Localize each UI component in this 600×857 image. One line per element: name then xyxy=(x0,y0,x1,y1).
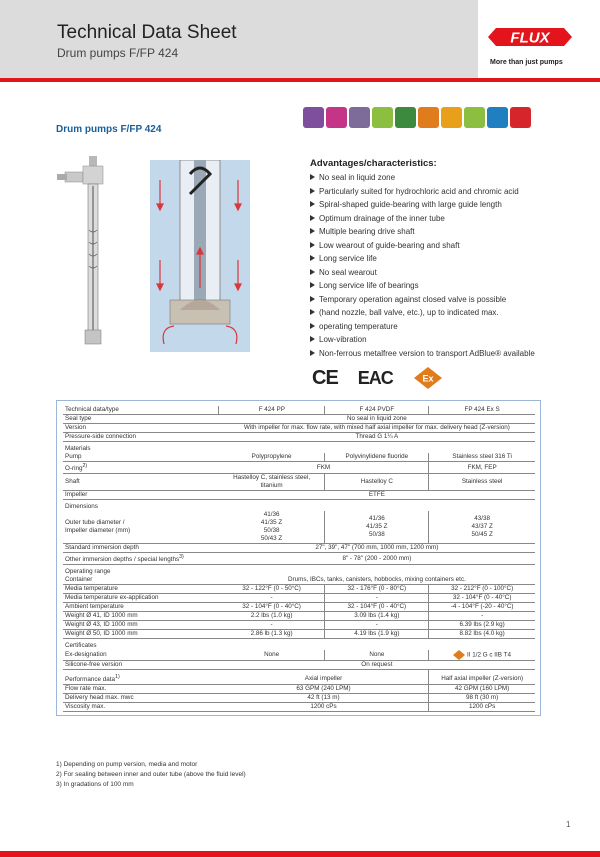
row-label: Standard immersion depth xyxy=(63,544,219,553)
advantage-continuation: operating temperature xyxy=(310,320,570,334)
ce-mark: CE xyxy=(312,366,338,389)
svg-text:Ex: Ex xyxy=(422,373,434,384)
row-label: Impeller xyxy=(63,491,219,500)
section-row xyxy=(63,565,535,577)
table-cell: Hastelloy C xyxy=(325,474,429,491)
page-title: Technical Data Sheet xyxy=(57,22,237,43)
row-label: Weight Ø 50, ID 1000 mm xyxy=(63,630,219,639)
advantage-item: Optimum drainage of the inner tube xyxy=(310,212,570,226)
row-label: Weight Ø 43, ID 1000 mm xyxy=(63,621,219,630)
table-row xyxy=(63,612,535,621)
flux-logo xyxy=(484,22,576,52)
page-number: 1 xyxy=(566,820,571,829)
table-cell: 8" - 78" (200 - 2000 mm) xyxy=(219,553,535,565)
construction-icon xyxy=(441,107,462,128)
table-cell: 1200 cPs xyxy=(219,703,429,712)
table-row xyxy=(63,630,535,639)
pen-icon xyxy=(464,107,485,128)
page-subtitle: Drum pumps F/FP 424 xyxy=(57,46,179,60)
table-cell: II 1/2 G c IIB T4 xyxy=(429,650,535,661)
table-cell: 8.82 lbs (4.0 kg) xyxy=(429,630,535,639)
cooking-icon xyxy=(395,107,416,128)
footnotes xyxy=(56,760,246,790)
table-row xyxy=(63,474,535,491)
table-cell: 27", 39", 47" (700 mm, 1000 mm, 1200 mm) xyxy=(219,544,535,553)
row-label: Viscosity max. xyxy=(63,703,219,712)
table-cell: - xyxy=(219,621,325,630)
table-cell: 32 - 104°F (0 - 40°C) xyxy=(219,603,325,612)
table-header-cell: FP 424 Ex S xyxy=(429,406,535,415)
row-label: Ambient temperature xyxy=(63,603,219,612)
section-title: Drum pumps F/FP 424 xyxy=(56,124,162,135)
table-row xyxy=(63,661,535,670)
row-label: Other immersion depths / special lengths$^{3)}$ xyxy=(63,553,219,565)
table-header-cell: F 424 PVDF xyxy=(325,406,429,415)
table-cell: None xyxy=(219,650,325,661)
table-cell: No seal in liquid zone xyxy=(219,415,535,424)
table-cell: 3.09 lbs (1.4 kg) xyxy=(325,612,429,621)
advantage-item: No seal in liquid zone xyxy=(310,171,570,185)
table-cell: - xyxy=(429,612,535,621)
table-cell: 98 ft (30 m) xyxy=(429,694,535,703)
row-label: O-ring$^{2)}$ xyxy=(63,462,219,474)
table-cell: Hastelloy C, stainless steel, titanium xyxy=(219,474,325,491)
table-row xyxy=(63,433,535,442)
section-label: Dimensions xyxy=(65,503,98,511)
table-cell: 32 - 176°F (0 - 80°C) xyxy=(325,585,429,594)
table-row xyxy=(63,621,535,630)
top-red-line xyxy=(0,78,600,82)
row-label: Shaft xyxy=(63,474,219,491)
advantages-title: Advantages/characteristics: xyxy=(310,158,437,169)
table-row xyxy=(63,415,535,424)
advantage-item: Particularly suited for hydrochloric acid and chromic acid xyxy=(310,185,570,199)
table-cell: 2.86 lb (1.3 kg) xyxy=(219,630,325,639)
technical-data-table xyxy=(56,400,541,716)
table-cell: FKM, FEP xyxy=(429,462,535,474)
table-cell: Thread G 1¼ A xyxy=(219,433,535,442)
advantage-item: Multiple bearing drive shaft xyxy=(310,225,570,239)
table-cell: 6.39 lbs (2.9 kg) xyxy=(429,621,535,630)
row-label: Flow rate max. xyxy=(63,685,219,694)
advantage-item: Long service life xyxy=(310,252,570,266)
table-cell: Half axial impeller (Z-version) xyxy=(429,670,535,685)
table-row xyxy=(63,576,535,585)
row-label: Media temperature ex-application xyxy=(63,594,219,603)
table-cell: 2.2 lbs (1.0 kg) xyxy=(219,612,325,621)
table-cell: Drums, IBCs, tanks, canisters, hobbocks, mixing containers etc. xyxy=(219,576,535,585)
chemistry-icon xyxy=(303,107,324,128)
row-label: Container xyxy=(63,576,219,585)
table-cell: 41/36 41/35 Z 50/38 xyxy=(325,511,429,544)
row-label: Ex-designation xyxy=(63,650,219,661)
table-row xyxy=(63,594,535,603)
tractor-icon xyxy=(418,107,439,128)
certification-marks xyxy=(312,366,443,390)
table-cell: 42 GPM (160 LPM) xyxy=(429,685,535,694)
row-label: Delivery head max. mwc xyxy=(63,694,219,703)
table-row xyxy=(63,491,535,500)
advantage-item: Low wearout of guide-bearing and shaft xyxy=(310,239,570,253)
table-cell: FKM xyxy=(219,462,429,474)
slogan: More than just pumps xyxy=(490,59,563,66)
bottom-red-line xyxy=(0,851,600,857)
table-cell: 32 - 104°F (0 - 40°C) xyxy=(429,594,535,603)
table-header-cell: Technical data/type xyxy=(63,406,219,415)
row-label: Performance data$^{1)}$ xyxy=(63,670,219,685)
table-row xyxy=(63,703,535,712)
advantage-item: Non-ferrous metalfree version to transport AdBlue® available xyxy=(310,347,570,361)
pump-schematic xyxy=(150,160,250,352)
table-row xyxy=(63,685,535,694)
table-cell: Axial impeller xyxy=(219,670,429,685)
logo-text: FLUX xyxy=(510,29,550,47)
section-label: Operating range xyxy=(65,568,111,576)
table-cell: Polyvinylidene fluoride xyxy=(325,453,429,462)
table-cell: 63 GPM (240 LPM) xyxy=(219,685,429,694)
row-label: Pump xyxy=(63,453,219,462)
table-cell: -4 - 104°F (-20 - 40°C) xyxy=(429,603,535,612)
advantage-item: Low-vibration xyxy=(310,333,570,347)
pump-photo xyxy=(55,150,165,360)
table-cell: 4.19 lbs (1.9 kg) xyxy=(325,630,429,639)
table-cell: Polypropylene xyxy=(219,453,325,462)
table-row xyxy=(63,603,535,612)
table-row xyxy=(63,670,535,685)
table-row xyxy=(63,553,535,565)
food-icon xyxy=(372,107,393,128)
table-cell: ETFE xyxy=(219,491,535,500)
atex-icon xyxy=(413,366,443,390)
table-cell: Stainless steel xyxy=(429,474,535,491)
advantage-item: No seal wearout xyxy=(310,266,570,280)
table-cell: Stainless steel 316 Ti xyxy=(429,453,535,462)
table-row xyxy=(63,424,535,433)
table-cell: 1200 cPs xyxy=(429,703,535,712)
table-row xyxy=(63,585,535,594)
paint-icon xyxy=(326,107,347,128)
row-label: Silicone-free version xyxy=(63,661,219,670)
row-label: Seal type xyxy=(63,415,219,424)
row-label: Pressure-side connection xyxy=(63,433,219,442)
table-row xyxy=(63,650,535,661)
table-cell: None xyxy=(325,650,429,661)
table-header-cell: F 424 PP xyxy=(219,406,325,415)
section-label: Materials xyxy=(65,445,91,452)
water-tap-icon xyxy=(487,107,508,128)
footnote: 1) Depending on pump version, media and motor xyxy=(56,761,198,768)
table-cell: 43/38 43/37 Z 50/45 Z xyxy=(429,511,535,544)
oil-can-icon xyxy=(510,107,531,128)
row-label: Media temperature xyxy=(63,585,219,594)
table-row xyxy=(63,544,535,553)
advantage-item: Temporary operation against closed valve is possible xyxy=(310,293,570,307)
advantage-item: Long service life of bearings xyxy=(310,279,570,293)
footnote: 2) For sealing between inner and outer tube (above the fluid level) xyxy=(56,771,246,778)
row-label: Weight Ø 41, ID 1000 mm xyxy=(63,612,219,621)
section-row xyxy=(63,639,535,651)
footnote: 3) In gradations of 100 mm xyxy=(56,781,134,788)
table-row xyxy=(63,694,535,703)
table-cell: 41/36 41/35 Z 50/38 50/43 Z xyxy=(219,511,325,544)
table-row xyxy=(63,462,535,474)
table-head-row xyxy=(63,406,535,415)
advantage-continuation: (hand nozzle, ball valve, etc.), up to indicated max. xyxy=(310,306,570,320)
table-cell: 32 - 104°F (0 - 40°C) xyxy=(325,603,429,612)
table-cell: 32 - 122°F (0 - 50°C) xyxy=(219,585,325,594)
advantages-list xyxy=(310,158,570,360)
table-cell: - xyxy=(325,621,429,630)
table-cell: 32 - 212°F (0 - 100°C) xyxy=(429,585,535,594)
advantage-item: Spiral-shaped guide-bearing with large guide length xyxy=(310,198,570,212)
row-label: Version xyxy=(63,424,219,433)
eac-mark: EAC xyxy=(357,367,393,388)
section-row xyxy=(63,442,535,454)
application-icons xyxy=(303,107,531,128)
table-row xyxy=(63,453,535,462)
table-row xyxy=(63,511,535,544)
section-row xyxy=(63,500,535,512)
table-cell: - xyxy=(219,594,325,603)
table-cell: - xyxy=(325,594,429,603)
atex-small-icon xyxy=(453,650,465,660)
row-label: Outer tube diameter / Impeller diameter (mm) xyxy=(63,511,219,544)
table-cell: With impeller for max. flow rate, with mixed half axial impeller for max. delivery head (Z-version) xyxy=(219,424,535,433)
industry-icon xyxy=(349,107,370,128)
table-cell: 42 ft (13 m) xyxy=(219,694,429,703)
section-label: Certificates xyxy=(65,642,97,650)
table-cell: On request xyxy=(219,661,535,670)
